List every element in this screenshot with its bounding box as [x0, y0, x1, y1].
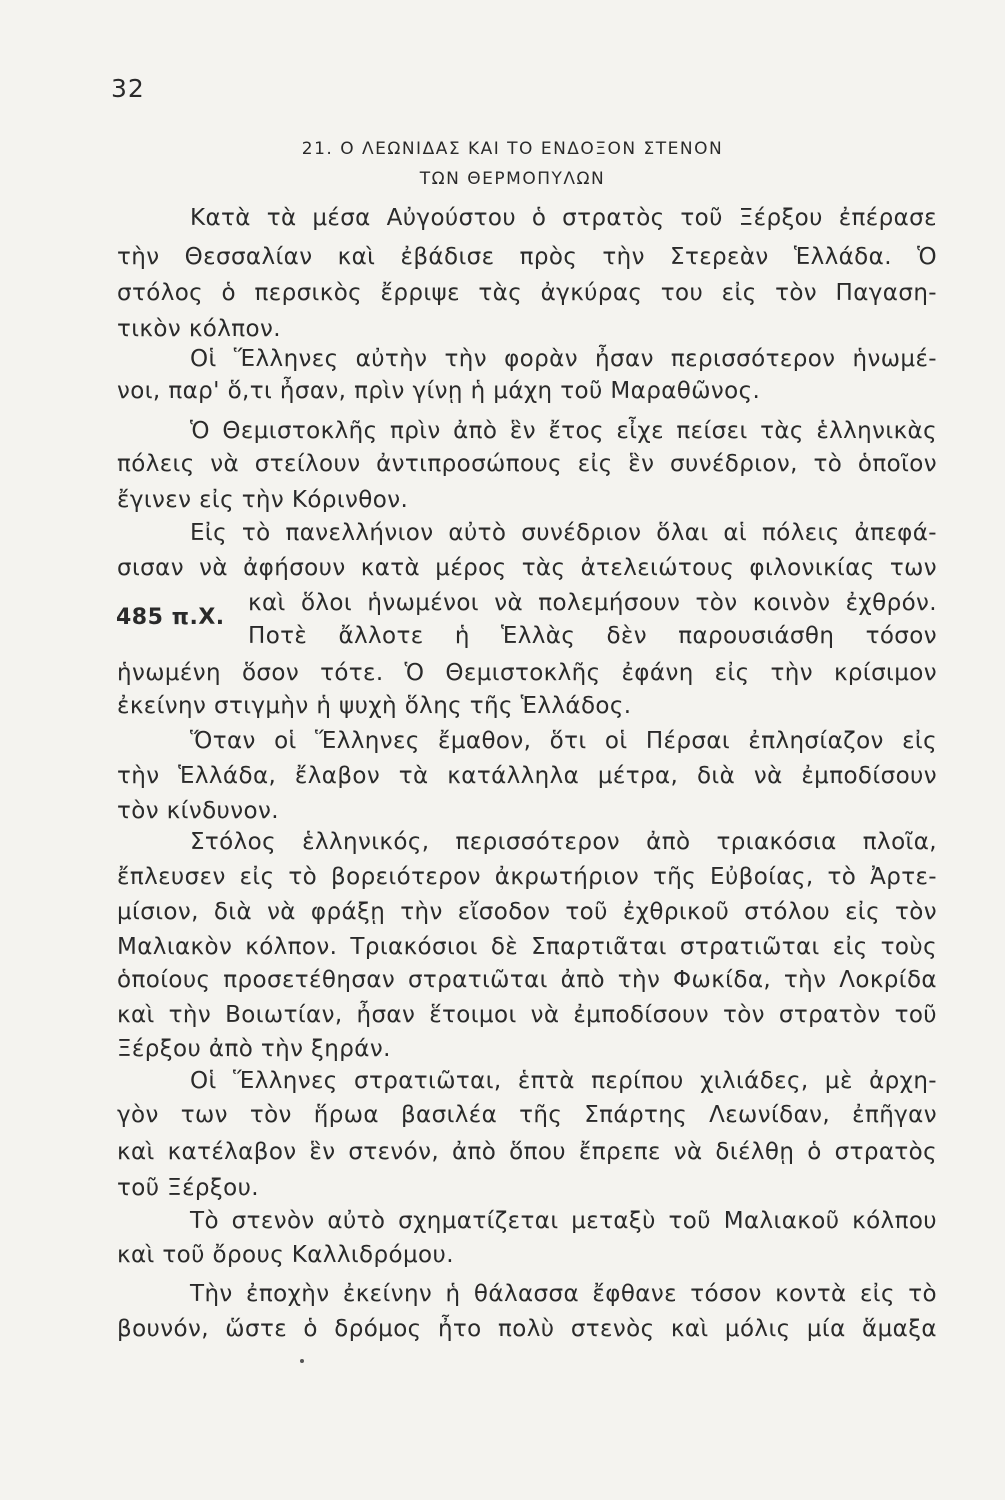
text-line: Τὸ στενὸν αὐτὸ σχηματίζεται μεταξὺ τοῦ Μαλιακοῦ κόλπου	[190, 1208, 937, 1234]
text-line: μίσιον, διὰ νὰ φράξῃ τὴν εἴσοδον τοῦ ἐχθρικοῦ στόλου εἰς τὸν	[117, 899, 937, 925]
text-line: καὶ ὅλοι ἡνωμένοι νὰ πολεμήσουν τὸν κοινὸν ἐχθρόν.	[248, 590, 937, 616]
text-line: ἔπλευσεν εἰς τὸ βορειότερον ἀκρωτήριον τῆς Εὐβοίας, τὸ Ἀρτε-	[117, 864, 937, 890]
text-line: Ξέρξου ἀπὸ τὴν ξηράν.	[117, 1036, 391, 1062]
chapter-title-line-1: 21. Ο ΛΕΩΝΙΔΑΣ ΚΑΙ ΤΟ ΕΝΔΟΞΟΝ ΣΤΕΝΟΝ	[301, 139, 724, 159]
marginal-note: 485 π.Χ.	[116, 605, 225, 630]
text-line: τὸν κίνδυνον.	[117, 798, 279, 824]
text-line: Ποτὲ ἄλλοτε ἡ Ἑλλὰς δὲν παρουσιάσθη τόσον	[248, 623, 937, 649]
text-line: Οἱ Ἕλληνες στρατιῶται, ἑπτὰ περίπου χιλιάδες, μὲ ἀρχη-	[190, 1068, 937, 1094]
text-line: Ὅταν οἱ Ἕλληνες ἔμαθον, ὅτι οἱ Πέρσαι ἐπλησίαζον εἰς	[190, 728, 937, 754]
text-line: σισαν νὰ ἀφήσουν κατὰ μέρος τὰς ἀτελειώτους φιλονικίας των	[117, 555, 937, 581]
text-line: ἐκείνην στιγμὴν ἡ ψυχὴ ὅλης τῆς Ἑλλάδος.	[117, 693, 632, 719]
text-line: Οἱ Ἕλληνες αὐτὴν τὴν φορὰν ἦσαν περισσότερον ἡνωμέ-	[190, 346, 937, 372]
text-line: Ὁ Θεμιστοκλῆς πρὶν ἀπὸ ἓν ἔτος εἶχε πείσει τὰς ἑλληνικὰς	[190, 418, 937, 444]
text-line: Κατὰ τὰ μέσα Αὐγούστου ὁ στρατὸς τοῦ Ξέρξου ἐπέρασε	[190, 205, 937, 231]
text-line: τοῦ Ξέρξου.	[117, 1175, 260, 1201]
page-number: 32	[111, 74, 145, 103]
text-line: βουνόν, ὥστε ὁ δρόμος ἦτο πολὺ στενὸς καὶ μόλις μία ἅμαξα	[117, 1316, 937, 1342]
text-line: τὴν Θεσσαλίαν καὶ ἐβάδισε πρὸς τὴν Στερεὰν Ἑλλάδα. Ὁ	[117, 244, 937, 270]
text-line: Τὴν ἐποχὴν ἐκείνην ἡ θάλασσα ἔφθανε τόσον κοντὰ εἰς τὸ	[190, 1281, 937, 1307]
text-line: Μαλιακὸν κόλπον. Τριακόσιοι δὲ Σπαρτιᾶται στρατιῶται εἰς τοὺς	[117, 934, 937, 960]
text-line: γὸν των τὸν ἥρωα βασιλέα τῆς Σπάρτης Λεωνίδαν, ἐπῆγαν	[117, 1102, 937, 1128]
text-line: Στόλος ἑλληνικός, περισσότερον ἀπὸ τριακόσια πλοῖα,	[190, 829, 937, 855]
text-line: τὴν Ἑλλάδα, ἔλαβον τὰ κατάλληλα μέτρα, διὰ νὰ ἐμποδίσουν	[117, 763, 937, 789]
text-line: νοι, παρ' ὅ,τι ἦσαν, πρὶν γίνῃ ἡ μάχη τοῦ Μαραθῶνος.	[117, 378, 761, 404]
text-line: τικὸν κόλπον.	[117, 316, 281, 342]
text-line: στόλος ὁ περσικὸς ἔρριψε τὰς ἀγκύρας του εἰς τὸν Παγαση-	[117, 280, 937, 306]
text-line: ἔγινεν εἰς τὴν Κόρινθον.	[117, 487, 409, 513]
text-line: πόλεις νὰ στείλουν ἀντιπροσώπους εἰς ἓν συνέδριον, τὸ ὁποῖον	[117, 451, 937, 477]
text-line: ἡνωμένη ὅσον τότε. Ὁ Θεμιστοκλῆς ἐφάνη εἰς τὴν κρίσιμον	[117, 660, 937, 686]
ink-dot	[300, 1359, 304, 1363]
text-line: καὶ τὴν Βοιωτίαν, ἦσαν ἕτοιμοι νὰ ἐμποδίσουν τὸν στρατὸν τοῦ	[117, 1002, 937, 1028]
chapter-title-line-2: ΤΩΝ ΘΕΡΜΟΠΥΛΩΝ	[419, 169, 606, 189]
text-line: Εἰς τὸ πανελλήνιον αὐτὸ συνέδριον ὅλαι αἱ πόλεις ἀπεφά-	[190, 520, 937, 546]
text-line: καὶ τοῦ ὄρους Καλλιδρόμου.	[117, 1242, 454, 1268]
text-line: καὶ κατέλαβον ἓν στενόν, ἀπὸ ὅπου ἔπρεπε νὰ διέλθῃ ὁ στρατὸς	[117, 1139, 937, 1165]
text-line: ὁποίους προσετέθησαν στρατιῶται ἀπὸ τὴν Φωκίδα, τὴν Λοκρίδα	[117, 967, 937, 993]
